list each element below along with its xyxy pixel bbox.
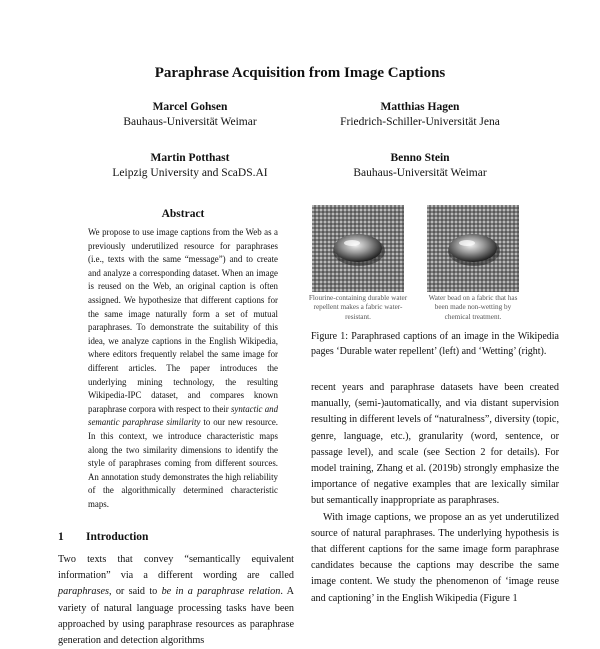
intro-emphasis-2: be in a paraphrase relation	[161, 586, 281, 598]
intro-emphasis-1: paraphrases	[58, 586, 109, 598]
figure-caption-text: Figure 1: Paraphrased captions of an image in the Wikipedia pages ‘Durable water repellent’ (left) and ‘Wetting’ (right).	[311, 331, 559, 357]
intro-part2: , or said to	[108, 586, 162, 598]
intro-text	[58, 552, 294, 649]
intro-part1: Two texts that convey “semantically equivalent information” via a different wording are called	[58, 554, 294, 582]
author-name: Marcel Gohsen	[152, 101, 228, 113]
abstract-part1: We propose to use image captions from the Web as a previously underutilized resource for paraphrases (i.e., texts with the same “message”) and to create and analyze a corresponding dataset. When an image is reused on the Web, an original caption is often assigned. We hypothesize that different captions for the same image naturally form a set of mutual paraphrases. To demonstrate the suitability of this idea, we analyze captions in the English Wikipedia, where editors frequently relabel the same image for different articles. The paper introduces the underlying mining technology, the resulting Wikipedia-IPC dataset, and compares known paraphrase corpora with respect to their	[88, 227, 278, 414]
author-name: Matthias Hagen	[380, 101, 460, 113]
figure-caption	[311, 330, 559, 359]
author-affiliation: Friedrich-Schiller-Universität Jena	[340, 116, 500, 128]
author-block	[300, 100, 540, 130]
author-block	[300, 151, 540, 181]
abstract-emphasis: syntactic and semantic paraphrase similarity	[88, 403, 279, 428]
abstract-text	[88, 226, 278, 511]
section-title: Introduction	[86, 531, 149, 543]
paragraph: With image captions, we propose an as yet underutilized source of natural paraphrases. The underlying hypothesis is that different captions for the same image form paraphrase candidates because the captions may describe the same image content. We study the phenomenon of ‘image reuse and captioning’ in the English Wikipedia (Figure 1	[311, 511, 559, 604]
paragraph: recent years and paraphrase datasets have been created manually, (semi-)automatically, and via distant supervision resulting in different levels of “naturalness”, diversity (topic, genre, language, etc.), granularity (word, sentence, or passage level), and scale (see Section 2 for details). For model training, Zhang et al. (2019b) strongly emphasize the importance of negative examples that are lexically similar but semantically inappropriate as paraphrases.	[311, 382, 559, 507]
abstract-part2: to our new resource. In this context, we introduce characteristic maps along the two similarity dimensions to identify the style of paraphrases coming from different sources. An annotation study demonstrates the high reliability of the algorithmically determined characteristic maps.	[88, 417, 279, 509]
author-name: Benno Stein	[390, 152, 450, 164]
figure-caption-left: Flourine-containing durable water repellent makes a fabric water-resistant.	[308, 294, 408, 321]
figure-image-right	[427, 205, 519, 292]
right-column-text	[311, 380, 559, 607]
intro-part3: . A variety of natural language processing tasks have been approached by using paraphrase resources as paraphrase generation and detection algorithms	[58, 586, 294, 647]
author-block	[70, 151, 310, 181]
author-affiliation: Leipzig University and ScaDS.AI	[112, 167, 268, 179]
author-affiliation: Bauhaus-Universität Weimar	[123, 116, 257, 128]
section-heading	[58, 531, 148, 543]
section-number: 1	[58, 531, 64, 543]
abstract-heading: Abstract	[161, 208, 205, 220]
author-affiliation: Bauhaus-Universität Weimar	[353, 167, 487, 179]
paper-title: Paraphrase Acquisition from Image Captions	[154, 65, 446, 81]
figure-caption-right: Water bead on a fabric that has been made non-wetting by chemical treatment.	[428, 294, 518, 321]
figure-image-left	[312, 205, 404, 292]
author-name: Martin Potthast	[150, 152, 230, 164]
author-block	[70, 100, 310, 130]
